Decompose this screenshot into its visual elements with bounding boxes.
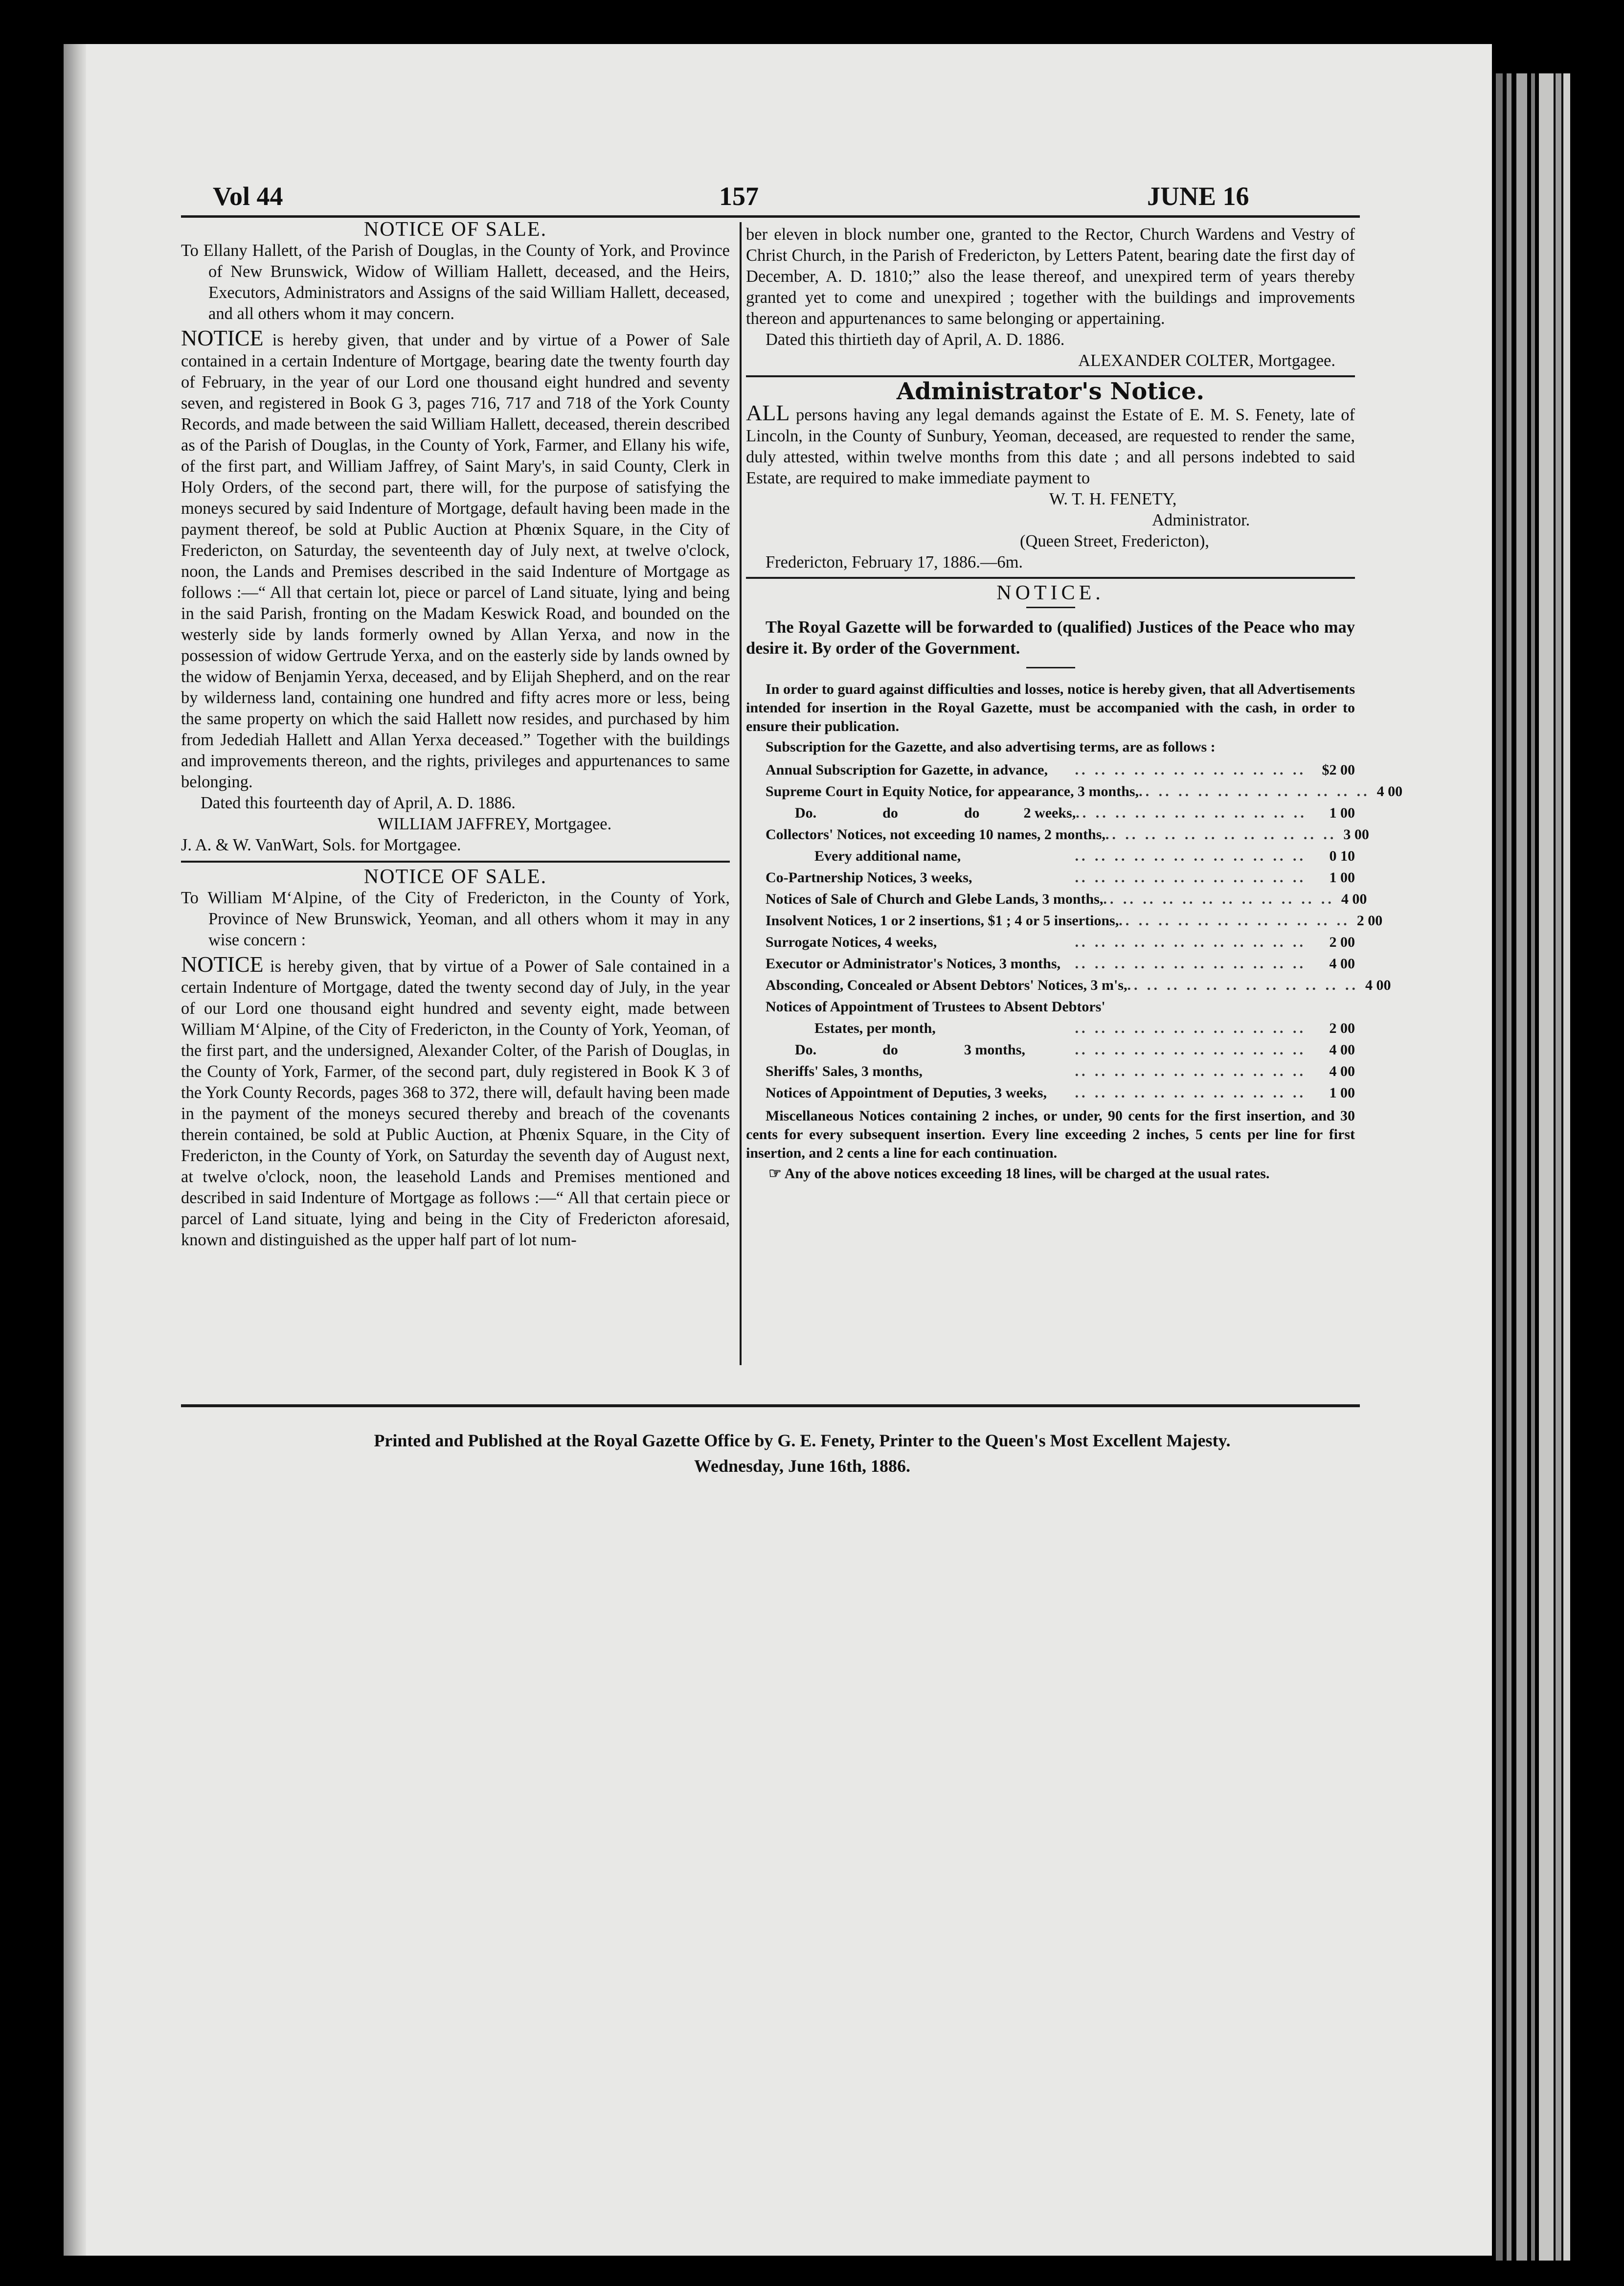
continuation-dated: Dated this thirtieth day of April, A. D. 1886.	[766, 330, 1065, 349]
leader-dots: .. .. .. .. .. .. .. .. .. .. .. ..	[1103, 891, 1334, 907]
rate-row	[766, 975, 1391, 996]
notice-heading: NOTICE OF SALE.	[363, 218, 547, 241]
admin-lead: ALL	[746, 400, 790, 425]
rate-label: Every additional name,	[814, 848, 961, 864]
section-rule	[181, 861, 730, 863]
rate-row	[766, 867, 1355, 889]
notice-address: To William M‘Alpine, of the City of Fredericton, in the County of York, Province of New Brunswick, Yeoman, and all others whom it may in any wise concern :	[181, 889, 730, 949]
notice-lead: NOTICE	[181, 325, 264, 350]
admin-date: Fredericton, February 17, 1886.—6m.	[766, 553, 1023, 572]
rate-amount: 4 00	[1376, 783, 1403, 800]
notice-solicitors: J. A. & W. VanWart, Sols. for Mortgagee.	[181, 836, 461, 854]
rate-amount: 0 10	[1329, 848, 1355, 864]
page-edges	[1492, 44, 1624, 2256]
rate-row	[766, 889, 1367, 910]
rate-label: Do. do 3 months,	[795, 1042, 1025, 1058]
leader-dots: .. .. .. .. .. .. .. .. .. .. .. ..	[1119, 913, 1350, 929]
misc-notice: Miscellaneous Notices containing 2 inches, or under, 90 cents for the first insertion, and 30 cents for every subsequent insertion. Every line exceeding 2 inches, 5 cents per line for first insertion, and 2 cents a line for each continuation.	[746, 1108, 1355, 1161]
rate-row	[766, 824, 1369, 846]
leader-dots: .. .. .. .. .. .. .. .. .. .. .. ..	[1075, 1020, 1306, 1036]
left-column	[181, 219, 730, 1251]
rate-amount: 2 00	[1329, 1020, 1355, 1036]
notice-heading: NOTICE.	[996, 582, 1105, 604]
government-notice	[746, 582, 1403, 1183]
excess-notice	[746, 1165, 1355, 1183]
leader-dots: .. .. .. .. .. .. .. .. .. .. .. ..	[1075, 1042, 1306, 1058]
notice-of-sale-mcalpine	[181, 867, 730, 1251]
leader-dots: .. .. .. .. .. .. .. .. .. .. .. ..	[1075, 869, 1306, 886]
rate-row	[766, 996, 1355, 1018]
pointing-hand-icon: ☞	[768, 1166, 785, 1182]
rate-row	[766, 932, 1355, 953]
continuation-text: ber eleven in block number one, granted to the Rector, Church Wardens and Vestry of Christ Church, in the Parish of Fredericton, by Letters Patent, bearing date the first day of December, A. D. 1810;” also the lease thereof, and unexpired term of years thereby granted yet to come and unexpired ; together with the buildings and improvements thereon and appurtenances to same belonging or appertaining.	[746, 225, 1355, 328]
rate-row	[766, 759, 1355, 781]
leader-dots: .. .. .. .. .. .. .. .. .. .. .. ..	[1127, 977, 1358, 993]
notice-text: is hereby given, that by virtue of a Power of Sale contained in a certain Indenture of Mortgage, dated the twenty second day of July, in the year of our Lord one thousand eight hundred and seventy eight, made between William M‘Alpine, of the City of Fredericton, in the County of York, Yeoman, of the first part, and the undersigned, Alexander Colter, of the Parish of Douglas, in the County of York, Farmer, of the second part, duly registered in Book K 3 of the York County Records, pages 368 to 372, there will, default having been made in the payment of the moneys secured thereby and breach of the covenants therein contained, be sold at Public Auction, at Phœnix Square, in the City of Fredericton, in the County of York, on Saturday the seventh day of August next, at twelve o'clock, noon, the leasehold Lands and Premises mentioned and described in said Indenture of Mortgage as follows :—“ All that certain piece or parcel of Land situate, lying and being in the City of Fredericton aforesaid, known and distinguished as the upper half part of lot num-	[181, 957, 730, 1249]
rate-amount: 4 00	[1329, 1063, 1355, 1079]
notice-body	[181, 327, 730, 793]
subscription-intro: Subscription for the Gazette, and also advertising terms, are as follows :	[766, 739, 1216, 755]
volume-label: Vol 44	[213, 182, 283, 211]
rate-row	[766, 781, 1403, 802]
gazette-notice: The Royal Gazette will be forwarded to (qualified) Justices of the Peace who may desire it. By order of the Government.	[746, 618, 1355, 658]
right-column	[746, 224, 1403, 1183]
rate-label: Collectors' Notices, not exceeding 10 names, 2 months,	[766, 826, 1105, 843]
admin-title: Administrator's Notice.	[896, 378, 1205, 405]
leader-dots: .. .. .. .. .. .. .. .. .. .. .. ..	[1075, 1063, 1306, 1079]
notice-of-sale-hallett	[181, 219, 730, 856]
short-rule	[1026, 667, 1075, 668]
rate-label: Notices of Appointment of Deputies, 3 weeks,	[766, 1085, 1047, 1101]
rate-row	[766, 802, 1355, 824]
rate-label: Co-Partnership Notices, 3 weeks,	[766, 869, 972, 886]
footer-rule	[181, 1404, 1360, 1407]
leader-dots: .. .. .. .. .. .. .. .. .. .. .. ..	[1075, 848, 1306, 864]
newspaper-page	[64, 44, 1565, 2256]
binding-shadow	[64, 44, 86, 2256]
notice-text: is hereby given, that under and by virtue of a Power of Sale contained in a certain Indenture of Mortgage, bearing date the twenty fourth day of February, in the year of our Lord one thousand eight hundred and seventy seven, and registered in Book G 3, pages 716, 717 and 718 of the York County Records, and made between the said William Hallett, deceased, therein described as of the Parish of Douglas, in the County of York, Farmer, and Ellany his wife, of the first part, and William Jaffrey, of Saint Mary's, in said County, Clerk in Holy Orders, of the second part, there will, for the purpose of satisfying the moneys secured by said Indenture of Mortgage, default having been made in the payment thereof, be sold at Public Auction at Phœnix Square, in the City of Fredericton, on Saturday, the seventeenth day of July next, at twelve o'clock, noon, the Lands and Premises described in the said Indenture of Mortgage as follows :—“ All that certain lot, piece or parcel of Land situate, lying and being in the said Parish, fronting on the Madam Keswick Road, and bounded on the westerly side by lands formerly owned by Allan Yerxa, and now in the possession of widow Gertrude Yerxa, and on the easterly side by lands owned by the widow of Benjamin Yerxa, deceased, and by Elijah Shepherd, and on the rear by wilderness land, containing one hundred and fifty acres more or less, being the same property on which the said Hallett now resides, and purchased by him from Jedediah Hallett and Allan Yerxa deceased.” Together with the buildings and improvements thereon, and the rights, privileges and appurtenances to same belonging.	[181, 331, 730, 791]
rate-amount: $2 00	[1322, 762, 1355, 778]
notice-address: To Ellany Hallett, of the Parish of Douglas, in the County of York, and Province of New Brunswick, Widow of William Hallett, deceased, and the Heirs, Executors, Administrators and Assigns of the said William Hallett, deceased, and all others whom it may concern.	[181, 241, 730, 323]
rate-label: Absconding, Concealed or Absent Debtors' Notices, 3 m's,	[766, 977, 1128, 993]
notice-lead: NOTICE	[181, 952, 264, 977]
rate-row	[766, 1018, 1355, 1039]
rate-label: Surrogate Notices, 4 weeks,	[766, 934, 937, 950]
rate-amount: 4 00	[1329, 956, 1355, 972]
rate-row	[766, 910, 1383, 932]
rate-label: Notices of Appointment of Trustees to Absent Debtors'	[766, 999, 1105, 1015]
rate-label: Do. do do 2 weeks,	[795, 805, 1076, 821]
leader-dots: .. .. .. .. .. .. .. .. .. .. .. ..	[1075, 762, 1306, 778]
admin-body	[746, 402, 1355, 489]
rate-label: Executor or Administrator's Notices, 3 months,	[766, 956, 1061, 972]
rate-row	[766, 1082, 1355, 1104]
order-notice: In order to guard against difficulties and losses, notice is hereby given, that all Advertisements intended for insertion in the Royal Gazette, must be accompanied with the cash, in order to ensure their publication.	[746, 681, 1355, 734]
rate-amount: 1 00	[1329, 1085, 1355, 1101]
leader-dots: .. .. .. .. .. .. .. .. .. .. .. ..	[1075, 934, 1306, 950]
leader-dots: .. .. .. .. .. .. .. .. .. .. .. ..	[1139, 783, 1370, 800]
continuation-signer: ALEXANDER COLTER, Mortgagee.	[1078, 351, 1335, 370]
rate-label: Insolvent Notices, 1 or 2 insertions, $1 ; 4 or 5 insertions,	[766, 913, 1119, 929]
rate-amount: 1 00	[1329, 805, 1355, 821]
admin-name: W. T. H. FENETY,	[1049, 490, 1177, 508]
rate-row	[766, 1061, 1355, 1082]
issue-date: JUNE 16	[1147, 182, 1249, 211]
column-divider	[740, 222, 742, 1365]
rates-table	[766, 759, 1403, 1104]
rate-amount: 3 00	[1343, 826, 1369, 843]
rate-label: Sheriffs' Sales, 3 months,	[766, 1063, 923, 1079]
rate-row	[766, 1039, 1355, 1061]
rate-amount: 4 00	[1329, 1042, 1355, 1058]
notice-body	[181, 954, 730, 1251]
admin-role: Administrator.	[1152, 511, 1250, 529]
leader-dots: .. .. .. .. .. .. .. .. .. .. .. ..	[1075, 956, 1306, 972]
notice-signer: WILLIAM JAFFREY, Mortgagee.	[377, 815, 612, 833]
section-rule	[746, 375, 1355, 377]
rate-row	[766, 953, 1355, 975]
rate-row	[766, 846, 1355, 867]
notice-heading: NOTICE OF SALE.	[363, 866, 547, 888]
admin-address: (Queen Street, Fredericton),	[1020, 532, 1210, 550]
admin-text: persons having any legal demands against the Estate of E. M. S. Fenety, late of Lincoln, in the County of Sunbury, Yeoman, deceased, are requested to render the same, duly attested, within twelve months from this date ; and all persons indebted to said Estate, are required to make immediate payment to	[746, 406, 1355, 487]
leader-dots: .. .. .. .. .. .. .. .. .. .. .. ..	[1075, 1085, 1306, 1101]
rate-label: Notices of Sale of Church and Glebe Lands, 3 months,	[766, 891, 1104, 907]
section-rule	[746, 577, 1355, 579]
rate-label: Annual Subscription for Gazette, in advance,	[766, 762, 1048, 778]
imprint-line: Printed and Published at the Royal Gazette Office by G. E. Fenety, Printer to the Queen's Most Excellent Majesty.	[374, 1431, 1231, 1450]
page-number: 157	[719, 182, 759, 211]
short-rule	[1026, 607, 1075, 608]
header-rule	[181, 215, 1360, 218]
imprint-date: Wednesday, June 16th, 1886.	[694, 1456, 911, 1476]
excess-text: Any of the above notices exceeding 18 lines, will be charged at the usual rates.	[784, 1166, 1270, 1182]
rate-label: Estates, per month,	[814, 1020, 936, 1036]
rate-amount: 4 00	[1341, 891, 1367, 907]
administrators-notice	[746, 378, 1355, 573]
leader-dots: .. .. .. .. .. .. .. .. .. .. .. ..	[1076, 805, 1307, 821]
notice-dated: Dated this fourteenth day of April, A. D. 1886.	[201, 794, 516, 812]
rate-amount: 1 00	[1329, 869, 1355, 886]
rate-amount: 2 00	[1356, 913, 1383, 929]
rate-amount: 2 00	[1329, 934, 1355, 950]
imprint	[245, 1428, 1360, 1479]
leader-dots: .. .. .. .. .. .. .. .. .. .. .. ..	[1105, 826, 1337, 843]
rate-amount: 4 00	[1365, 977, 1391, 993]
rate-label: Supreme Court in Equity Notice, for appearance, 3 months,	[766, 783, 1139, 800]
